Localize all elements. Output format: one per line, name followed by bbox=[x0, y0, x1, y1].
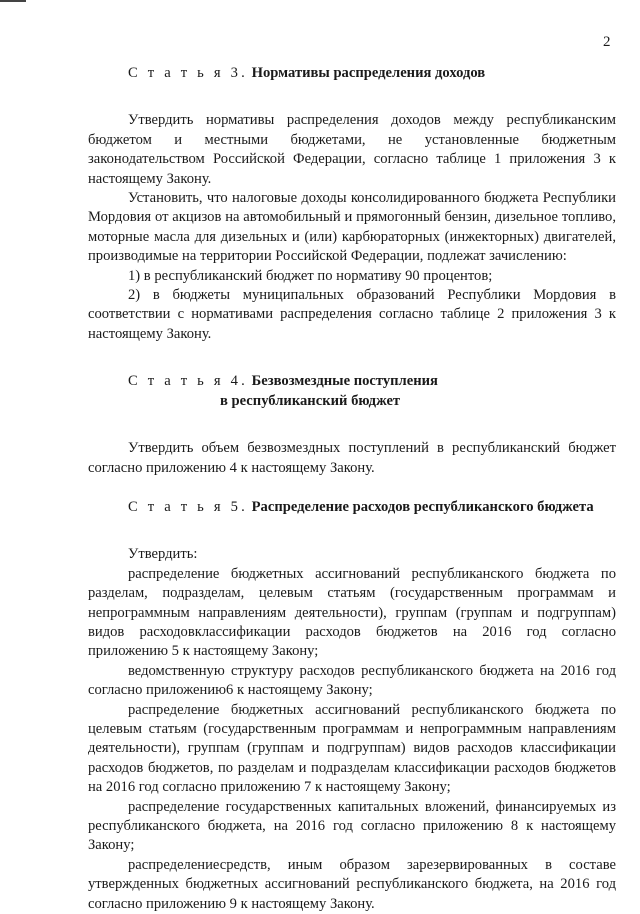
article-label: С т а т ь я 5. bbox=[128, 498, 248, 515]
article-title: Нормативы распределения доходов bbox=[251, 65, 486, 81]
list-item: распределениесредств, иным образом зарезервированных в составе утвержденных бюджетных ассигнований республиканского бюджета, на 2016 год согласно приложению 9 к настоящему Закону. bbox=[88, 856, 616, 912]
list-item: распределение государственных капитальных вложений, финансируемых из республиканского бюджета, на 2016 год согласно приложению 8 к настоящему Закону; bbox=[88, 798, 616, 854]
article-label: С т а т ь я 3. bbox=[128, 65, 248, 81]
article-title: Безвозмездные поступления bbox=[251, 373, 438, 390]
article-title: Распределение расходов республиканского бюджета bbox=[251, 498, 594, 515]
list-item: 1) в республиканский бюджет по нормативу 90 процентов; bbox=[128, 267, 493, 284]
scan-edge-mark bbox=[0, 0, 26, 2]
list-item: распределение бюджетных ассигнований республиканского бюджета по целевым статьям (государственным программам и непрограммным направлениям деятельности), группам (группам и подгруппам) видов расходов классификации расходов бюджетов, по разделам и подразделам классификации расходов бюджетов на 2016 год согласно приложению 7 к настоящему Закону; bbox=[88, 701, 616, 796]
article-label: С т а т ь я 4. bbox=[128, 373, 248, 390]
article-3-heading bbox=[88, 64, 616, 83]
list-item: распределение бюджетных ассигнований республиканского бюджета по разделам, подразделам, целевым статьям (государственным программам и непрограммным направлениям деятельности), группам (группам и подгруппам) видов расходовклассификации расходов бюджетов на 2016 год согласно приложению 5 к настоящему Закону; bbox=[88, 565, 616, 660]
list-item: 2) в бюджеты муниципальных образований Республики Мордовия в соответствии с нормативами распределения согласно таблице 2 приложения 3 к настоящему Закону. bbox=[88, 287, 616, 342]
paragraph: Утвердить нормативы распределения доходов между республиканским бюджетом и местными бюджетами, не установленные бюджетным законодательством Российской Федерации, согласно таблице 1 приложения 3 к настоящему Закону. bbox=[88, 112, 616, 187]
page-number: 2 bbox=[603, 34, 611, 50]
article-4-heading bbox=[88, 372, 616, 411]
paragraph: Утвердить объем безвозмездных поступлений в республиканский бюджет согласно приложению 4 к настоящему Закону. bbox=[88, 440, 616, 476]
list-item: ведомственную структуру расходов республиканского бюджета на 2016 год согласно приложению6 к настоящему Закону; bbox=[88, 662, 616, 699]
paragraph: Утвердить: bbox=[128, 546, 198, 563]
article-title-line-2: в республиканский бюджет bbox=[220, 392, 401, 409]
article-5-heading bbox=[88, 498, 616, 517]
document-body bbox=[88, 64, 616, 914]
paragraph: Установить, что налоговые доходы консолидированного бюджета Республики Мордовия от акцизов на автомобильный и прямогонный бензин, дизельное топливо, моторные масла для дизельных и (или) карбюраторных (инжекторных) двигателей, производимые на территории Российской Федерации, подлежат зачислению: bbox=[88, 190, 616, 265]
